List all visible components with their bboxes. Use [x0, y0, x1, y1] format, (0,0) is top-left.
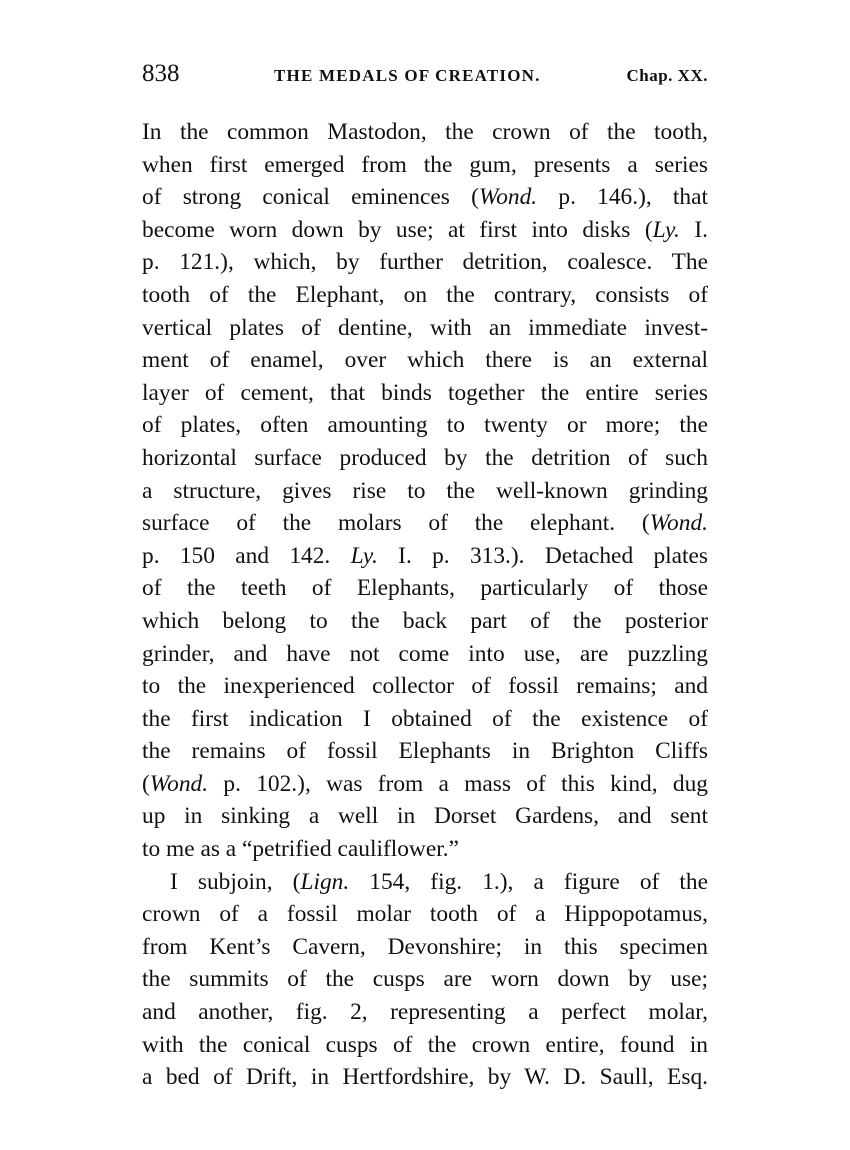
text-line: when first emerged from the gum, presents a series: [142, 151, 708, 178]
text-line: of the teeth of Elephants, particularly of those: [142, 575, 708, 602]
text-line: layer of cement, that binds together the entire series: [142, 379, 708, 406]
body-text: [142, 116, 708, 1094]
text-line: of strong conical eminences (Wond. p. 146.), that: [142, 184, 708, 211]
text-line: the remains of fossil Elephants in Brighton Cliffs: [142, 738, 708, 765]
text-line: a bed of Drift, in Hertfordshire, by W. D. Saull, Esq.: [142, 1064, 708, 1091]
text-line: ment of enamel, over which there is an external: [142, 347, 708, 374]
text-line: I subjoin, (Lign. 154, fig. 1.), a figure of the: [170, 868, 708, 895]
text-line: to the inexperienced collector of fossil remains; and: [142, 673, 708, 700]
text-line: the first indication I obtained of the existence of: [142, 705, 708, 732]
text-line: to me as a “petrified cauliflower.”: [142, 836, 459, 863]
text-line: surface of the molars of the elephant. (Wond.: [142, 510, 708, 537]
text-line: p. 121.), which, by further detrition, coalesce. The: [142, 249, 708, 276]
text-line: from Kent’s Cavern, Devonshire; in this specimen: [142, 933, 708, 960]
paragraph-1: [142, 116, 708, 866]
text-line: crown of a fossil molar tooth of a Hippopotamus,: [142, 901, 708, 928]
text-line: up in sinking a well in Dorset Gardens, and sent: [142, 803, 708, 830]
text-line: (Wond. p. 102.), was from a mass of this kind, dug: [142, 770, 708, 797]
page-number: 838: [142, 60, 180, 87]
text-line: of plates, often amounting to twenty or more; the: [142, 412, 708, 439]
chapter-label: Chap. XX.: [626, 66, 708, 85]
text-line: the summits of the cusps are worn down by use;: [142, 966, 708, 993]
text-line: with the conical cusps of the crown entire, found in: [142, 1031, 708, 1058]
text-line: which belong to the back part of the posterior: [142, 607, 708, 634]
paragraph-2: [142, 866, 708, 1094]
text-line: horizontal surface produced by the detrition of such: [142, 444, 708, 471]
page-header: [142, 60, 708, 100]
book-page: [142, 60, 709, 1091]
text-line: a structure, gives rise to the well-known grinding: [142, 477, 708, 504]
text-line: become worn down by use; at first into disks (Ly. I.: [142, 216, 708, 243]
running-title: THE MEDALS OF CREATION.: [274, 66, 541, 85]
text-line: vertical plates of dentine, with an immediate invest-: [142, 314, 708, 341]
text-line: p. 150 and 142. Ly. I. p. 313.). Detached plates: [142, 542, 709, 569]
text-line: grinder, and have not come into use, are puzzling: [142, 640, 708, 667]
text-line: and another, fig. 2, representing a perfect molar,: [142, 999, 708, 1026]
text-line: tooth of the Elephant, on the contrary, consists of: [142, 281, 708, 308]
text-line: In the common Mastodon, the crown of the tooth,: [142, 119, 708, 145]
